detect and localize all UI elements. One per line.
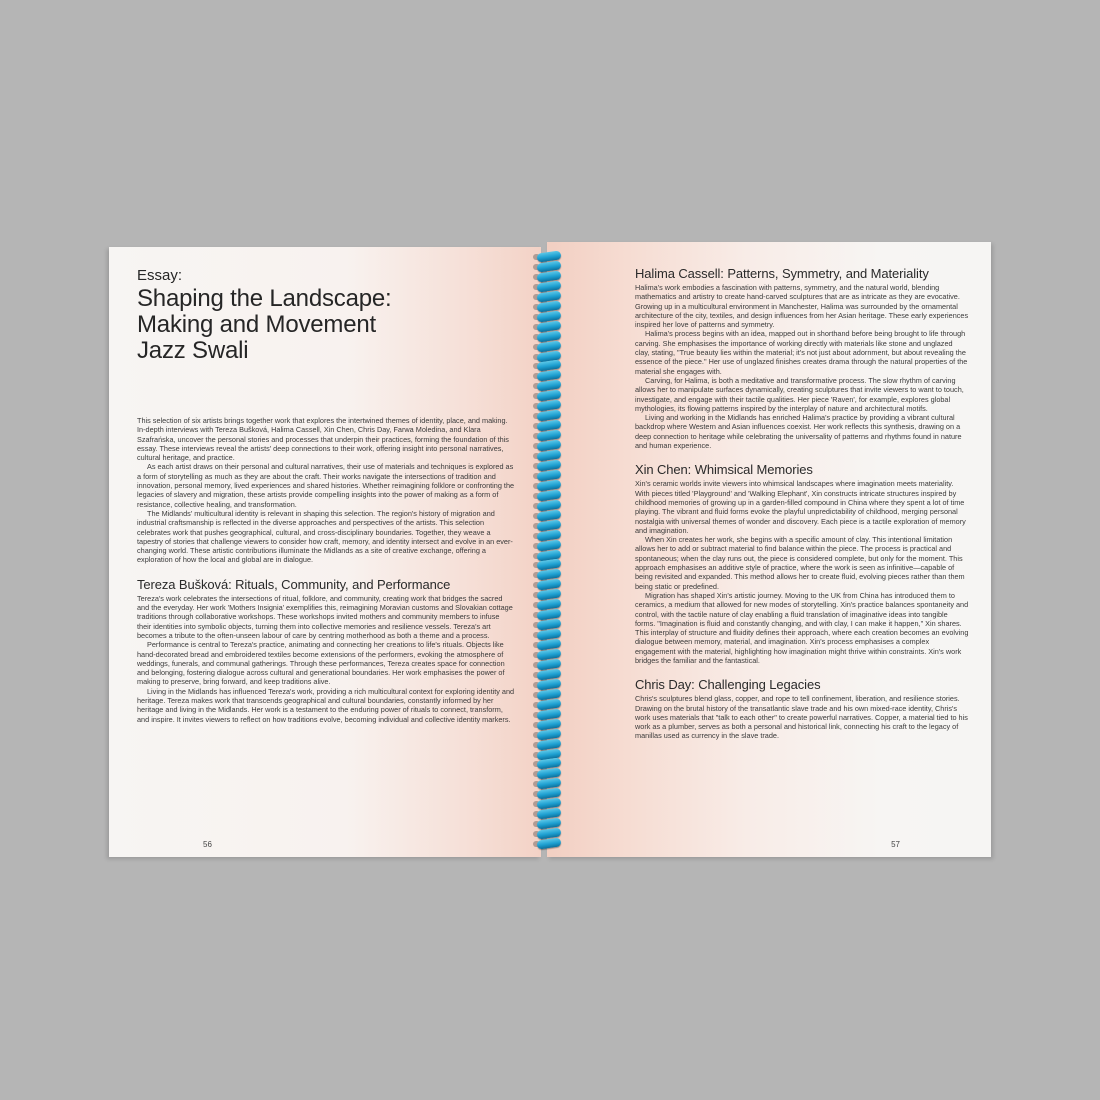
section-xin (635, 463, 969, 665)
title-line-1: Shaping the Landscape: (137, 285, 392, 312)
section-paragraph: Chris's sculptures blend glass, copper, and rope to tell confinement, liberation, and resilience stories. Drawing on the brutal history of the transatlantic slave trade and his own mixed-race identity, Chris's work uses materials that "talk to each other" to create powerful narratives. Copper, a material tied to his work as a plumber, serves as both a personal and historical link, connecting his craft to the legacy of manillas used as currency in the slave trade. (635, 694, 968, 741)
section-paragraph: Performance is central to Tereza's practice, animating and connecting her creations to life's rituals. Objects like hand-decorated bread and embroidered textiles become extensions of the performers, evoking the atmosphere of weddings, funerals, and communal gatherings. Through these performances, Tereza creates space for connection and belonging, fostering dialogue across cultural and generational boundaries. Her work emphasises the power of making to preserve, bring forward, and keep traditions alive. (137, 640, 505, 687)
section-body (137, 594, 515, 724)
section-paragraph: When Xin creates her work, she begins with a specific amount of clay. This intentional limitation allows her to add or subtract material to find balance within the piece. The process is practical and spontaneous; when the clay runs out, the piece is considered complete, but only for the moment. This approach emphasises an additive style of practice, where the work is seen as infinitive—capable of being revisited and expanded. This method allows her to create fluid, evolving pieces rather than them being static or predefined. (635, 535, 965, 591)
section-halima (635, 267, 969, 450)
section-paragraph: Living in the Midlands has influenced Tereza's work, providing a rich multicultural context for exploring identity and heritage. Tereza makes work that transcends geographical and cultural boundaries, constantly informed by her heritage and living in the Midlands. Her work is a testament to the enduring power of rituals to connect, transform, and inspire. It invites viewers to reflect on how traditions evolve, becoming individual and collective identity markers. (137, 686, 515, 724)
page-number: 56 (203, 840, 212, 849)
section-tereza (137, 578, 515, 724)
essay-title (137, 286, 515, 364)
section-heading: Xin Chen: Whimsical Memories (635, 462, 813, 478)
section-paragraph: Tereza's work celebrates the intersections of ritual, folklore, and community, creating work that bridges the sacred and the everyday. Her work 'Mothers Insignia' exemplifies this, reimagining Moravian customs and Slovakian cottage traditions through collaborative workshops. These workshops invited mothers and community members to infuse their identities into symbolic objects, turning them into collective memories and resilience vessels. Tereza's art becomes a tribute to the often-unseen labour of care by centring motherhood as both a theme and a process. (137, 593, 513, 640)
right-page (547, 242, 991, 857)
section-chris (635, 678, 969, 740)
section-body (635, 283, 969, 450)
essay-author: Jazz Swali (137, 337, 249, 364)
section-body (635, 479, 969, 665)
section-paragraph: Migration has shaped Xin's artistic journey. Moving to the UK from China has introduced them to ceramics, a medium that allowed for new modes of storytelling. Xin's practice balances spontaneity and control, with the tactile nature of clay enabling a fluid translation of imaginative ideas into tangible forms. "Imagination is fluid and constantly changing, and with clay, I can make it happen," Xin shares. This interplay of structure and fluidity defines their approach, where each creation becomes an evolving dialogue between memory, material, and imagination. Xin's process emphasises a complex engagement with the material, highlighting how imagination might thrive within constraints. Xin's work bridges the familiar and the fantastical. (635, 590, 969, 665)
section-paragraph: Living and working in the Midlands has enriched Halima's practice by providing a vibrant cultural backdrop where Western and Asian influences coexist. Her work reflects this synthesis, drawing on a deep connection to heritage while celebrating the universality of patterns and rhythms found in nature and human experience. (635, 413, 962, 451)
left-page (109, 247, 541, 857)
essay-label: Essay: (137, 267, 183, 284)
section-heading: Tereza Bušková: Rituals, Community, and Performance (137, 576, 451, 592)
page-number: 57 (891, 840, 900, 849)
section-heading: Chris Day: Challenging Legacies (635, 677, 821, 693)
section-paragraph: Carving, for Halima, is both a meditative and transformative process. The slow rhythm of carving allows her to manipulate surfaces dynamically, creating sculptures that invite viewers to want to touch, investigate, and engage with their tactile qualities. Her piece 'Raven', for example, explores global mythologies, its flowing patterns inspired by the interplay of nature and architectural motifs. (635, 375, 964, 413)
intro-paragraph: This selection of six artists brings together work that explores the intertwined themes of identity, place, and making. In-depth interviews with Tereza Bušková, Halima Cassell, Xin Chen, Chris Day, Farwa Moledina, and Klara Szafrańska, uncover the personal stories and processes that underpin their practices, forming the foundation of this essay. These interviews reveal the artists' deep connections to their work, offering insight into personal narratives, cultural heritage, and practice. (137, 416, 509, 463)
spiral-binding (533, 250, 563, 855)
section-heading: Halima Cassell: Patterns, Symmetry, and Materiality (635, 266, 929, 281)
spiral-coil (536, 837, 561, 849)
open-booklet (109, 242, 991, 857)
title-line-2: Making and Movement (137, 311, 376, 338)
intro-paragraph: The Midlands' multicultural identity is relevant in shaping this selection. The region's history of migration and industrial craftsmanship is reflected in the diverse approaches and perspectives of the artists. This selection celebrates work that pushes geographical, cultural, and cross-disciplinary boundaries. Together, they weave a tapestry of stories that challenge viewers to consider how craft, memory, and identity intersect and evolve in an ever-changing world. These artistic contributions illuminate the Midlands as a site of creative exchange, offering a exploration of how the local and global are in dialogue. (137, 508, 513, 565)
intro-text (137, 416, 515, 565)
section-body (635, 694, 969, 740)
section-paragraph: Halima's work embodies a fascination with patterns, symmetry, and the natural world, blending mathematics and artistry to create hand-carved sculptures that are as intricate as they are evocative. Growing up in a multicultural environment in Manchester, Halima was surrounded by the ornamental architecture of the city, textiles, and design influences from her Asian heritage. These early experiences inspired her love of patterns and symmetry. (635, 283, 969, 330)
section-paragraph: Xin's ceramic worlds invite viewers into whimsical landscapes where imagination meets materiality. With pieces titled 'Playground' and 'Walking Elephant', Xin constructs intricate structures inspired by childhood memories of growing up in a garden-filled compound in China where they spent a lot of time playing. The vibrant and fluid forms evoke the playful unpredictability of childhood, merging personal nostalgia with universal themes of wonder and discovery. Each piece is a tactile exploration of memory and imagination. (635, 479, 966, 535)
section-paragraph: Halima's process begins with an idea, mapped out in shorthand before being brought to life through carving. She emphasises the importance of working directly with materials like stone and unglazed clay, stating, "True beauty lies within the material; it's not just about adornment, but about revealing the essence of the piece." Her use of unglazed finishes creates drama through the natural properties of the material she engages with. (635, 329, 968, 376)
intro-paragraph: As each artist draws on their personal and cultural narratives, their use of materials and techniques is explored as a form of storytelling as much as they are about the craft. Their works navigate the intersections of tradition and innovation, personal memory, lived experiences and shared histories. Whether reimagining folklore or confronting the legacies of slavery and migration, these artists provide compelling insights into the power of making as a form of resistance, collective healing, and transformation. (137, 462, 515, 509)
